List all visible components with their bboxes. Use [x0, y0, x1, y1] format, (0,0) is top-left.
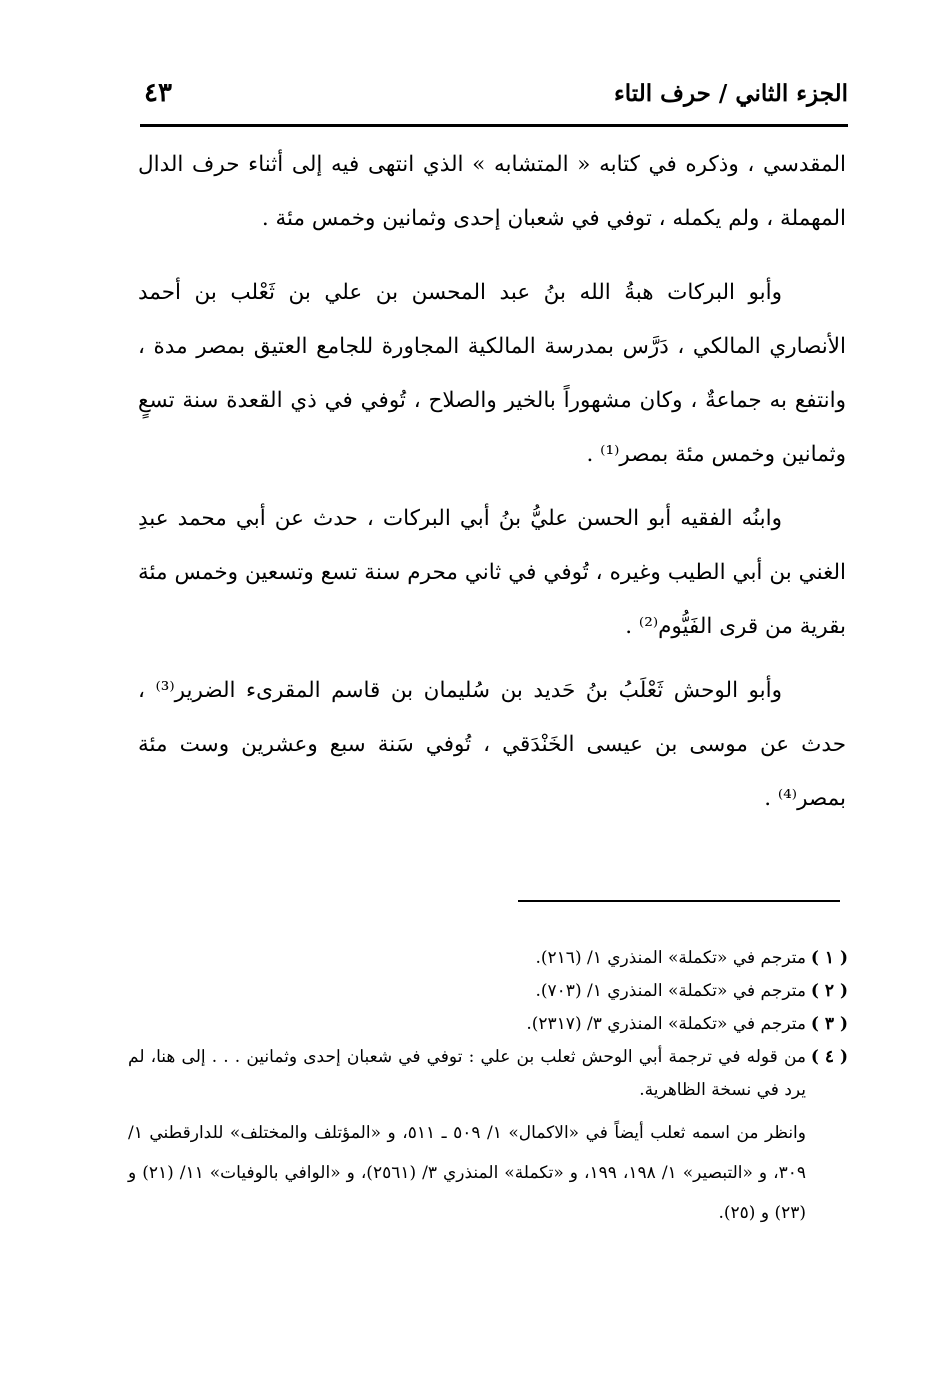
footnote-number: ( ٤ )	[810, 1047, 848, 1067]
footnote-text: من قوله في ترجمة أبي الوحش ثعلب بن علي : توفي في شعبان إحدى وثمانين . . . إلى هنا، لم يرد في نسخة الظاهرية.	[128, 1047, 806, 1100]
footnotes	[128, 942, 848, 1233]
footnote-number: ( ١ )	[810, 948, 848, 968]
footnote-item	[128, 942, 848, 975]
paragraph-continuation: المقدسي ، وذكره في كتابه « المتشابه » الذي انتهى فيه إلى أثناء حرف الدال المهملة ، ولم يكمله ، توفي في شعبان إحدى وثمانين وخمس مئة .	[138, 152, 846, 231]
footnote-separator	[518, 900, 840, 902]
header-rule	[140, 124, 848, 127]
footnote-text: مترجم في «تكملة» المنذري ٣/ (٢٣١٧).	[526, 1014, 806, 1034]
paragraph-abu-al-wahsh: وأبو الوحش ثَعْلَبُ بنُ حَديد بن سُليمان بن قاسم المقرىء الضرير⁽³⁾ ، حدث عن موسى بن عيسى الخَنْدَقي ، تُوفي سَنة سبع وعشرين وست مئة بمصر⁽⁴⁾ .	[138, 678, 846, 811]
page-header	[140, 76, 848, 120]
paragraph-abu-al-hasan: وابنُه الفقيه أبو الحسن عليُّ بنُ أبي البركات ، حدث عن أبي محمد عبدِ الغني بن أبي الطيب وغيره ، تُوفي في ثاني محرم سنة تسع وتسعين وخمس مئة بقرية من قرى الفَيُّوم⁽²⁾ .	[138, 506, 846, 639]
footnote-item	[128, 1008, 848, 1041]
running-title: الجزء الثاني / حرف التاء	[613, 80, 848, 107]
footnote-text: مترجم في «تكملة» المنذري ١/ (٧٠٣).	[535, 981, 806, 1001]
footnote-number: ( ٣ )	[810, 1014, 848, 1034]
paragraph-abu-al-barakat: وأبو البركات هبةُ الله بنُ عبد المحسن بن علي بن ثَعْلب بن أحمد الأنصاري المالكي ، دَرَّس بمدرسة المالكية المجاورة للجامع العتيق بمصر مدة ، وانتفع به جماعةٌ ، وكان مشهوراً بالخير والصلاح ، تُوفي في ذي القعدة سنة تسعٍ وثمانين وخمس مئة بمصر⁽¹⁾ .	[138, 280, 846, 467]
footnote-item	[128, 975, 848, 1008]
main-text	[138, 138, 846, 826]
footnote-number: ( ٢ )	[810, 981, 848, 1001]
footnote-item	[128, 1041, 848, 1107]
page-number: ٤٣	[144, 78, 172, 108]
footnote-continuation: وانظر من اسمه ثعلب أيضاً في «الاكمال» ١/ ٥٠٩ ـ ٥١١، و «المؤتلف والمختلف» للدارقطني ١/ ٣٠٩، و «التبصير» ١/ ١٩٨، ١٩٩، و «تكملة» المنذري ٣/ (٢٥٦١)، و «الوافي بالوفيات» ١١/ (٢١) و (٢٣) و (٢٥).	[128, 1123, 807, 1223]
footnote-text: مترجم في «تكملة» المنذري ١/ (٢١٦).	[535, 948, 806, 968]
